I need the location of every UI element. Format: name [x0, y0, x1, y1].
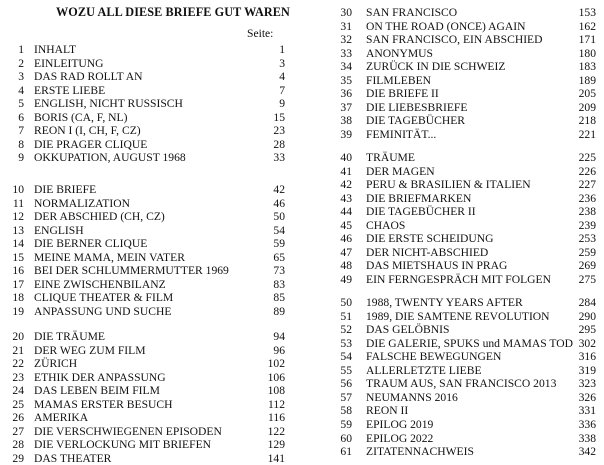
chapter-number: 55 — [340, 363, 352, 377]
page-number: 295 — [578, 323, 596, 337]
chapter-number: 36 — [340, 87, 352, 101]
chapter-title: ERSTE LIEBE — [34, 83, 106, 97]
page-number: 54 — [273, 223, 285, 237]
chapter-title: ZÜRICH — [34, 357, 78, 371]
page-number: 89 — [273, 304, 285, 318]
chapter-number: 35 — [340, 73, 352, 87]
toc-entry — [326, 364, 596, 377]
toc-entry — [0, 84, 285, 97]
toc-entry — [326, 47, 596, 60]
toc-entry — [326, 337, 596, 350]
chapter-number: 45 — [340, 218, 352, 232]
chapter-title: BORIS (CA, F, NL) — [34, 110, 128, 124]
toc-entry — [0, 197, 285, 210]
page-number: 331 — [578, 404, 596, 418]
chapter-title: DIE VERSCHWIEGENEN EPISODEN — [34, 424, 222, 438]
toc-entry — [326, 219, 596, 232]
chapter-number: 18 — [12, 291, 24, 305]
chapter-number: 46 — [340, 232, 352, 246]
toc-entry — [326, 391, 596, 404]
page-number: 236 — [578, 191, 596, 205]
chapter-number: 3 — [18, 70, 24, 84]
page-number: 141 — [267, 451, 285, 465]
chapter-number: 5 — [18, 97, 24, 111]
chapter-title: DIE GALERIE, SPUKS und MAMAS TOD — [366, 336, 573, 350]
chapter-title: TRAUM AUS, SAN FRANCISCO 2013 — [366, 377, 557, 391]
toc-entry — [326, 296, 596, 309]
toc-entry — [0, 43, 285, 56]
page-number: 189 — [578, 73, 596, 87]
chapter-title: NORMALIZATION — [34, 196, 130, 210]
page-number: 122 — [267, 424, 285, 438]
chapter-number: 56 — [340, 377, 352, 391]
page-number: 162 — [578, 19, 596, 33]
toc-entry — [326, 310, 596, 323]
chapter-number: 44 — [340, 205, 352, 219]
toc-entry — [0, 398, 285, 411]
toc-entry — [0, 305, 285, 318]
chapter-number: 30 — [340, 6, 352, 19]
chapter-title: OKKUPATION, AUGUST 1968 — [34, 151, 186, 165]
toc-entry — [326, 60, 596, 73]
chapter-number: 9 — [18, 151, 24, 165]
toc-entry — [326, 232, 596, 245]
page-number: 83 — [273, 277, 285, 291]
chapter-number: 37 — [340, 100, 352, 114]
page-number: 33 — [273, 151, 285, 165]
page-number: 323 — [578, 377, 596, 391]
page-column-header: Seite: — [247, 27, 274, 40]
page-number: 218 — [578, 114, 596, 128]
page-number: 94 — [273, 330, 285, 343]
page-number: 180 — [578, 46, 596, 60]
chapter-number: 16 — [12, 264, 24, 278]
chapter-title: REON II — [366, 404, 409, 418]
chapter-number: 31 — [340, 19, 352, 33]
page-number: 302 — [578, 336, 596, 350]
toc-entry — [326, 151, 596, 164]
page-number: 73 — [273, 264, 285, 278]
chapter-number: 25 — [12, 397, 24, 411]
chapter-number: 29 — [12, 451, 24, 465]
chapter-number: 1 — [18, 43, 24, 56]
toc-entry — [0, 330, 285, 343]
chapter-number: 49 — [340, 272, 352, 286]
chapter-title: FALSCHE BEWEGUNGEN — [366, 350, 502, 364]
chapter-title: EINE ZWISCHENBILANZ — [34, 277, 166, 291]
chapter-number: 12 — [12, 210, 24, 224]
chapter-title: NEUMANNS 2016 — [366, 390, 458, 404]
chapter-number: 50 — [340, 296, 352, 309]
page-number: 209 — [578, 100, 596, 114]
chapter-title: DER WEG ZUM FILM — [34, 343, 146, 357]
page-number: 28 — [273, 137, 285, 151]
page-number: 221 — [578, 128, 596, 141]
chapter-title: DIE TAGEBÜCHER II — [366, 205, 476, 219]
page-number: 290 — [578, 309, 596, 323]
toc-entry — [0, 384, 285, 397]
chapter-title: DAS MIETSHAUS IN PRAG — [366, 259, 508, 273]
chapter-number: 6 — [18, 110, 24, 124]
chapter-title: SAN FRANCISCO, EIN ABSCHIED — [366, 33, 543, 47]
page-number: 46 — [273, 196, 285, 210]
toc-entry — [0, 425, 285, 438]
page-number: 1 — [279, 43, 285, 56]
page-title: WOZU ALL DIESE BRIEFE GUT WAREN — [56, 5, 290, 19]
toc-entry — [0, 70, 285, 83]
toc-entry — [326, 273, 596, 286]
chapter-title: 1989, DIE SAMTENE REVOLUTION — [366, 309, 550, 323]
toc-entry — [0, 138, 285, 151]
page-number: 129 — [267, 438, 285, 452]
toc-entry — [0, 264, 285, 277]
chapter-title: ANONYMUS — [366, 46, 433, 60]
toc-entry — [326, 87, 596, 100]
page-number: 4 — [279, 70, 285, 84]
toc-entry — [326, 6, 596, 19]
page-number: 239 — [578, 218, 596, 232]
chapter-title: PERU & BRASILIEN & ITALIEN — [366, 178, 531, 192]
chapter-number: 15 — [12, 250, 24, 264]
page-number: 15 — [273, 110, 285, 124]
chapter-title: DIE LIEBESBRIEFE — [366, 100, 468, 114]
toc-entry — [326, 350, 596, 363]
toc-entry — [0, 210, 285, 223]
chapter-title: DIE TRÄUME — [34, 330, 105, 343]
chapter-number: 13 — [12, 223, 24, 237]
chapter-title: INHALT — [34, 43, 77, 56]
page-number: 102 — [267, 357, 285, 371]
chapter-title: ALLERLETZTE LIEBE — [366, 363, 482, 377]
chapter-title: FEMINITÄT... — [366, 128, 437, 141]
page-number: 284 — [578, 296, 596, 309]
toc-entry — [326, 128, 596, 141]
toc-entry — [0, 357, 285, 370]
chapter-number: 22 — [12, 357, 24, 371]
chapter-number: 28 — [12, 438, 24, 452]
chapter-title: ZURÜCK IN DIE SCHWEIZ — [366, 60, 506, 74]
toc-entry — [0, 97, 285, 110]
chapter-title: DAS THEATER — [34, 451, 112, 465]
page-number: 342 — [578, 445, 596, 459]
chapter-number: 57 — [340, 390, 352, 404]
page-number: 226 — [578, 164, 596, 178]
chapter-number: 51 — [340, 309, 352, 323]
chapter-number: 61 — [340, 445, 352, 459]
toc-entry — [0, 371, 285, 384]
chapter-title: EIN FERNGESPRÄCH MIT FOLGEN — [366, 272, 551, 286]
chapter-number: 19 — [12, 304, 24, 318]
toc-entry — [326, 192, 596, 205]
chapter-title: ENGLISH, NICHT RUSSISCH — [34, 97, 183, 111]
chapter-number: 33 — [340, 46, 352, 60]
toc-entry — [326, 445, 596, 458]
chapter-title: DIE VERLOCKUNG MIT BRIEFEN — [34, 438, 212, 452]
chapter-title: DIE BERNER CLIQUE — [34, 237, 148, 251]
chapter-number: 4 — [18, 83, 24, 97]
chapter-number: 23 — [12, 370, 24, 384]
chapter-title: DAS GELÖBNIS — [366, 323, 450, 337]
chapter-number: 21 — [12, 343, 24, 357]
page-number: 7 — [279, 83, 285, 97]
chapter-title: TRÄUME — [366, 151, 415, 164]
chapter-title: FILMLEBEN — [366, 73, 432, 87]
page-number: 85 — [273, 291, 285, 305]
toc-entry — [326, 33, 596, 46]
page-number: 336 — [578, 417, 596, 431]
chapter-number: 26 — [12, 411, 24, 425]
chapter-title: DAS LEBEN BEIM FILM — [34, 384, 160, 398]
toc-entry — [0, 278, 285, 291]
chapter-title: DER NICHT-ABSCHIED — [366, 245, 489, 259]
toc-entry — [326, 178, 596, 191]
toc-entry — [326, 418, 596, 431]
page-number: 23 — [273, 124, 285, 138]
chapter-title: ANPASSUNG UND SUCHE — [34, 304, 172, 318]
page-number: 269 — [578, 259, 596, 273]
page-number: 316 — [578, 350, 596, 364]
chapter-number: 42 — [340, 178, 352, 192]
chapter-title: DIE BRIEFMARKEN — [366, 191, 472, 205]
chapter-title: ENGLISH — [34, 223, 84, 237]
toc-entry — [326, 323, 596, 336]
toc-entry — [0, 111, 285, 124]
chapter-number: 11 — [12, 196, 24, 210]
chapter-title: MAMAS ERSTER BESUCH — [34, 397, 173, 411]
chapter-number: 52 — [340, 323, 352, 337]
page-number: 116 — [268, 411, 285, 425]
page-number: 59 — [273, 237, 285, 251]
toc-entry — [0, 57, 285, 70]
toc-entry — [0, 151, 285, 164]
toc-entry — [326, 205, 596, 218]
toc-entry — [0, 224, 285, 237]
page-number: 205 — [578, 87, 596, 101]
chapter-number: 59 — [340, 417, 352, 431]
page-number: 50 — [273, 210, 285, 224]
toc-entry — [0, 237, 285, 250]
chapter-title: CHAOS — [366, 218, 406, 232]
page-number: 65 — [273, 250, 285, 264]
chapter-title: DAS RAD ROLLT AN — [34, 70, 143, 84]
chapter-number: 41 — [340, 164, 352, 178]
chapter-title: EINLEITUNG — [34, 56, 104, 70]
page-number: 153 — [578, 6, 596, 19]
chapter-number: 60 — [340, 431, 352, 445]
toc-entry — [326, 114, 596, 127]
chapter-number: 40 — [340, 151, 352, 164]
page-number: 96 — [273, 343, 285, 357]
chapter-title: AMERIKA — [34, 411, 89, 425]
chapter-title: DIE BRIEFE — [34, 183, 97, 196]
chapter-title: EPILOG 2022 — [366, 431, 434, 445]
toc-entry — [0, 438, 285, 451]
page-number: 225 — [578, 151, 596, 164]
chapter-title: ZITATENNACHWEIS — [366, 445, 474, 459]
page-number: 319 — [578, 363, 596, 377]
page-number: 326 — [578, 390, 596, 404]
chapter-number: 7 — [18, 124, 24, 138]
page-number: 253 — [578, 232, 596, 246]
page-number: 183 — [578, 60, 596, 74]
toc-entry — [0, 411, 285, 424]
toc-entry — [326, 259, 596, 272]
page-number: 3 — [279, 56, 285, 70]
chapter-number: 10 — [12, 183, 24, 196]
chapter-number: 17 — [12, 277, 24, 291]
toc-entry — [326, 432, 596, 445]
chapter-title: MEINE MAMA, MEIN VATER — [34, 250, 185, 264]
chapter-number: 20 — [12, 330, 24, 343]
page-number: 108 — [267, 384, 285, 398]
chapter-title: DIE BRIEFE II — [366, 87, 439, 101]
toc-entry — [326, 404, 596, 417]
chapter-number: 48 — [340, 259, 352, 273]
chapter-title: CLIQUE THEATER & FILM — [34, 291, 174, 305]
chapter-title: ON THE ROAD (ONCE) AGAIN — [366, 19, 526, 33]
chapter-title: 1988, TWENTY YEARS AFTER — [366, 296, 523, 309]
toc-entry — [326, 101, 596, 114]
chapter-title: DIE PRAGER CLIQUE — [34, 137, 148, 151]
page-number: 259 — [578, 245, 596, 259]
chapter-title: REON I (I, CH, F, CZ) — [34, 124, 141, 138]
toc-entry — [0, 291, 285, 304]
chapter-number: 43 — [340, 191, 352, 205]
page-number: 9 — [279, 97, 285, 111]
page-number: 238 — [578, 205, 596, 219]
chapter-title: DER ABSCHIED (CH, CZ) — [34, 210, 165, 224]
page-number: 171 — [578, 33, 596, 47]
page-number: 106 — [267, 370, 285, 384]
page-number: 338 — [578, 431, 596, 445]
toc-entry — [0, 183, 285, 196]
chapter-number: 27 — [12, 424, 24, 438]
toc-entry — [326, 377, 596, 390]
toc-entry — [326, 20, 596, 33]
page-number: 42 — [273, 183, 285, 196]
page-number: 275 — [578, 272, 596, 286]
chapter-title: ETHIK DER ANPASSUNG — [34, 370, 166, 384]
toc-entry — [326, 246, 596, 259]
chapter-number: 2 — [18, 56, 24, 70]
chapter-title: SAN FRANCISCO — [366, 6, 458, 19]
chapter-title: DIE ERSTE SCHEIDUNG — [366, 232, 494, 246]
toc-entry — [0, 124, 285, 137]
chapter-number: 53 — [340, 336, 352, 350]
toc-entry — [0, 344, 285, 357]
chapter-number: 38 — [340, 114, 352, 128]
toc-entry — [326, 74, 596, 87]
chapter-title: DER MAGEN — [366, 164, 435, 178]
chapter-title: EPILOG 2019 — [366, 417, 434, 431]
page-number: 112 — [268, 397, 285, 411]
chapter-number: 34 — [340, 60, 352, 74]
chapter-number: 54 — [340, 350, 352, 364]
chapter-number: 47 — [340, 245, 352, 259]
toc-entry — [326, 165, 596, 178]
chapter-number: 8 — [18, 137, 24, 151]
chapter-number: 39 — [340, 128, 352, 141]
chapter-number: 58 — [340, 404, 352, 418]
chapter-number: 24 — [12, 384, 24, 398]
page-number: 227 — [578, 178, 596, 192]
chapter-number: 14 — [12, 237, 24, 251]
toc-entry — [0, 251, 285, 264]
chapter-number: 32 — [340, 33, 352, 47]
chapter-title: DIE TAGEBÜCHER — [366, 114, 466, 128]
chapter-title: BEI DER SCHLUMMERMUTTER 1969 — [34, 264, 229, 278]
